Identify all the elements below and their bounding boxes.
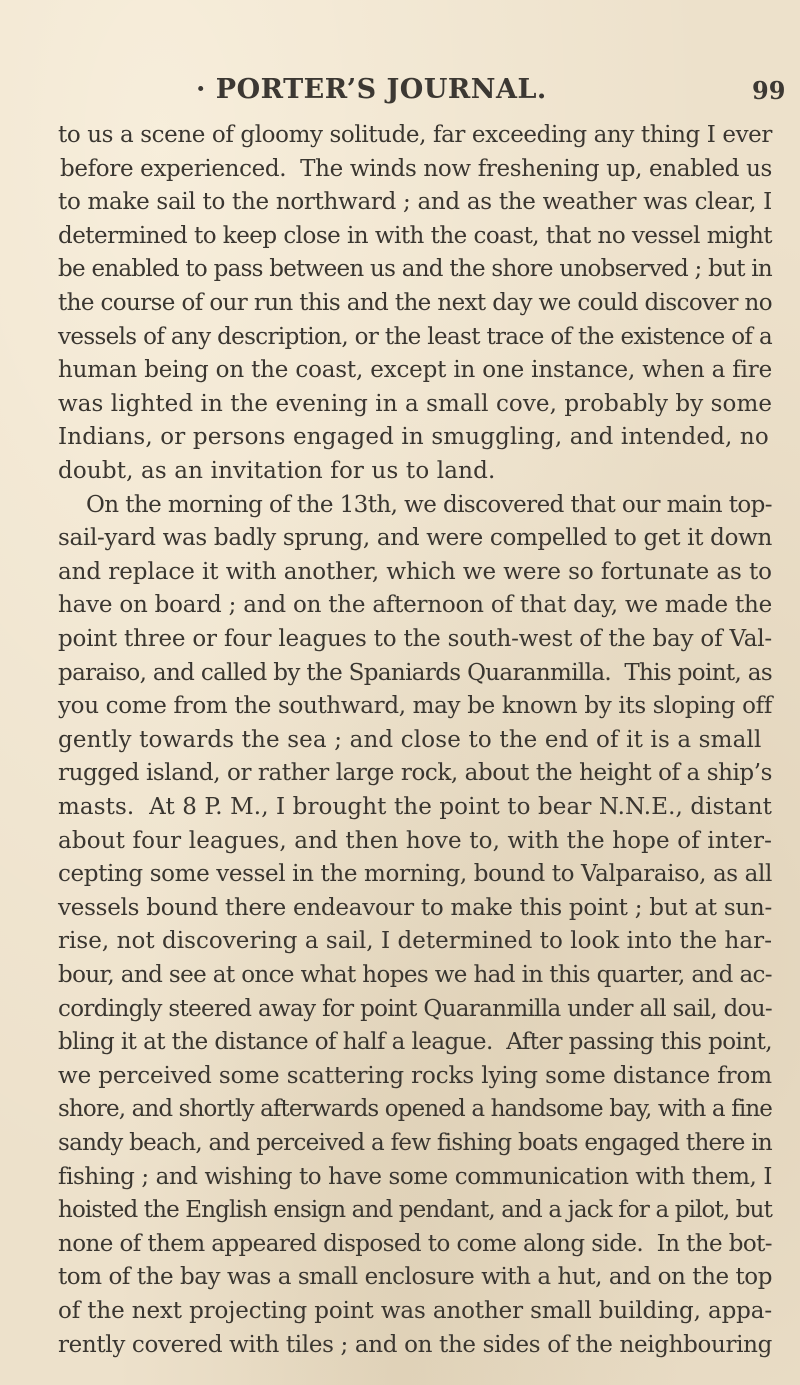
text-line: tom of the bay was a small enclosure with a hut, and on the top [58, 1264, 772, 1290]
text-line: vessels bound there endeavour to make this point ; but at sun- [58, 895, 773, 921]
text-line: cordingly steered away for point Quaranmilla under all sail, dou- [58, 996, 772, 1022]
text-line: about four leagues, and then hove to, with the hope of inter- [58, 828, 773, 854]
text-line: was lighted in the evening in a small cove, probably by some [58, 391, 773, 417]
text-line: rise, not discovering a sail, I determined to look into the har- [58, 928, 772, 954]
text-line: fishing ; and wishing to have some communication with them, I [58, 1164, 772, 1190]
text-line: point three or four leagues to the south-west of the bay of Val- [58, 626, 772, 652]
text-line: to us a scene of gloomy solitude, far exceeding any thing I ever [58, 122, 773, 148]
text-line: of the next projecting point was another small building, appa- [58, 1298, 772, 1324]
text-line: Indians, or persons engaged in smuggling, and intended, no [58, 424, 769, 450]
text-line: and replace it with another, which we were so fortunate as to [58, 559, 772, 585]
text-line: none of them appeared disposed to come along side. In the bot- [58, 1231, 772, 1257]
text-line: paraiso, and called by the Spaniards Quaranmilla. This point, as [58, 660, 772, 686]
text-line: you come from the southward, may be known by its sloping off [58, 693, 773, 719]
text-line: the course of our run this and the next day we could discover no [58, 290, 772, 316]
text-line: have on board ; and on the afternoon of that day, we made the [58, 592, 773, 618]
text-line: be enabled to pass between us and the shore unobserved ; but in [58, 256, 772, 282]
text-line: masts. At 8 P. M., I brought the point to bear N.N.E., distant [58, 794, 772, 820]
text-line: On the morning of the 13th, we discovered that our main top- [86, 492, 772, 518]
text-line: before experienced. The winds now freshening up, enabled us [60, 156, 772, 182]
text-line: bour, and see at once what hopes we had in this quarter, and ac- [58, 962, 772, 988]
text-line: to make sail to the northward ; and as the weather was clear, I [58, 189, 772, 215]
running-head: · PORTER’S JOURNAL. [196, 74, 547, 105]
text-line: sail-yard was badly sprung, and were compelled to get it down [58, 525, 772, 551]
text-line: cepting some vessel in the morning, bound to Valparaiso, as all [58, 861, 773, 887]
page-number: 99 [752, 76, 786, 105]
text-line: bling it at the distance of half a league. After passing this point, [58, 1029, 773, 1055]
text-line: determined to keep close in with the coast, that no vessel might [58, 223, 772, 249]
text-line: gently towards the sea ; and close to the end of it is a small [58, 727, 762, 753]
text-line: sandy beach, and perceived a few fishing boats engaged there in [58, 1130, 773, 1156]
text-line: hoisted the English ensign and pendant, and a jack for a pilot, but [58, 1197, 772, 1223]
text-line: vessels of any description, or the least trace of the existence of a [58, 324, 773, 350]
text-line: doubt, as an invitation for us to land. [58, 458, 496, 484]
text-line: rugged island, or rather large rock, about the height of a ship’s [58, 760, 773, 786]
text-line: rently covered with tiles ; and on the sides of the neighbouring [58, 1332, 772, 1358]
text-line: human being on the coast, except in one instance, when a fire [58, 357, 773, 383]
text-line: we perceived some scattering rocks lying some distance from [58, 1063, 772, 1089]
text-line: shore, and shortly afterwards opened a handsome bay, with a fine [58, 1096, 773, 1122]
